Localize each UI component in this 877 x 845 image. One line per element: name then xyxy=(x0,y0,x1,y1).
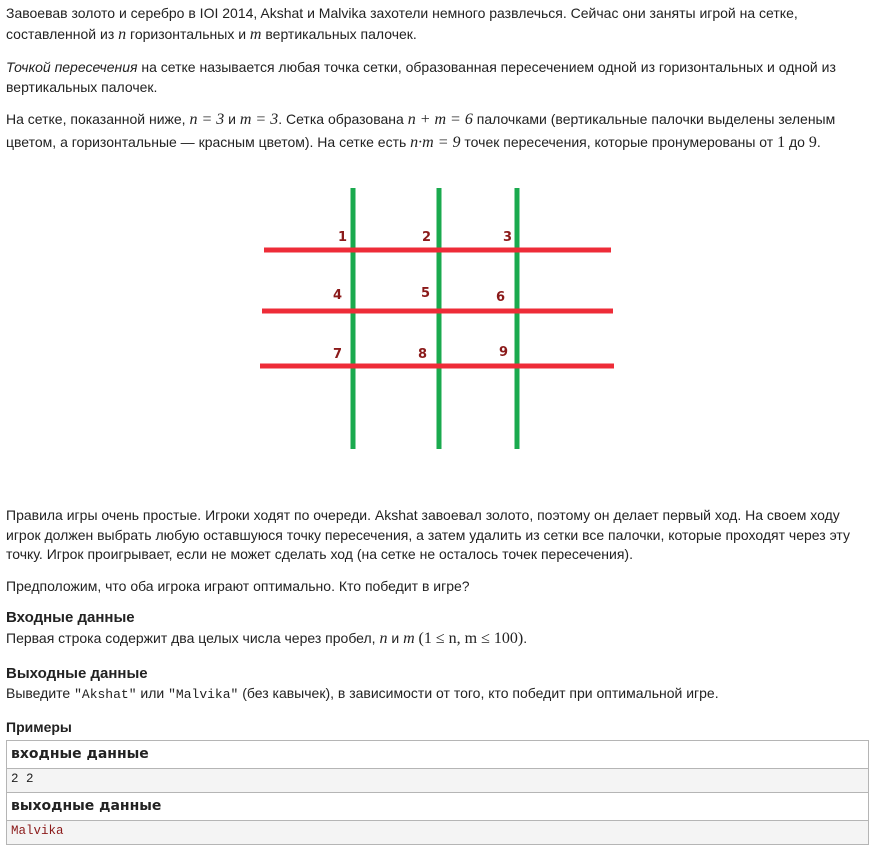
intro-paragraph-2: Точкой пересечения на сетке называется любая точка сетки, образованная пересечением одной из горизонтальных и одной из вертикальных палочек. xyxy=(6,58,836,95)
examples-section xyxy=(6,718,871,845)
intersection-label-9: 9 xyxy=(499,344,509,360)
example-output-header: выходные данные xyxy=(7,793,868,822)
input-section xyxy=(6,608,871,650)
example-box xyxy=(6,740,869,845)
intersection-label-8: 8 xyxy=(418,346,428,362)
example-input-header: входные данные xyxy=(7,741,868,770)
intersection-label-7: 7 xyxy=(333,346,343,362)
grid-diagram xyxy=(6,164,871,494)
grid-figure xyxy=(6,164,871,494)
term-intersection-point: Точкой пересечения xyxy=(6,58,138,75)
rules-paragraph: Правила игры очень простые. Игроки ходят по очереди. Akshat завоевал золото, поэтому он делает первый ход. На своем ходу игрок должен выбрать любую оставшуюся точку пересечения, а затем удалить из сетки все палочки, которые проходят через эту точку. Игрок проигрывает, если не может сделать ход (на сетке не осталось точек пересечения). xyxy=(6,506,850,563)
output-section xyxy=(6,664,871,704)
intersection-label-3: 3 xyxy=(503,229,513,245)
intro-paragraph-1: Завоевав золото и серебро в IOI 2014, Akshat и Malvika захотели немного развлечься. Сейчас они заняты игрой на сетке, составленной из n горизонтальных и m вертикальных палочек. xyxy=(6,5,798,43)
intersection-label-1: 1 xyxy=(338,229,348,245)
output-section-title: Выходные данные xyxy=(6,665,148,683)
question-paragraph: Предположим, что оба игрока играют оптимально. Кто победит в игре? xyxy=(6,577,470,594)
example-input-value[interactable]: 2 2 xyxy=(7,769,868,793)
intersection-label-5: 5 xyxy=(421,285,431,301)
intro-paragraph-3: На сетке, показанной ниже, n = 3 и m = 3. Сетка образована n + m = 6 палочками (вертикальные палочки выделены зеленым цветом, а горизонтальные — красным цветом). На сетке есть n·m = 9 точек пересечения, которые пронумерованы от 1 до 9. xyxy=(6,111,836,151)
output-section-text: Выведите "Akshat" или "Malvika" (без кавычек), в зависимости от того, кто победит при оптимальной игре. xyxy=(6,684,719,702)
input-section-text: Первая строка содержит два целых числа через пробел, n и m (1 ≤ n, m ≤ 100). xyxy=(6,629,528,647)
intersection-label-4: 4 xyxy=(333,287,343,303)
examples-title: Примеры xyxy=(6,718,72,735)
intersection-label-2: 2 xyxy=(422,229,432,245)
input-section-title: Входные данные xyxy=(6,609,135,627)
example-output-value[interactable]: Malvika xyxy=(7,821,868,844)
intersection-label-6: 6 xyxy=(496,289,506,305)
